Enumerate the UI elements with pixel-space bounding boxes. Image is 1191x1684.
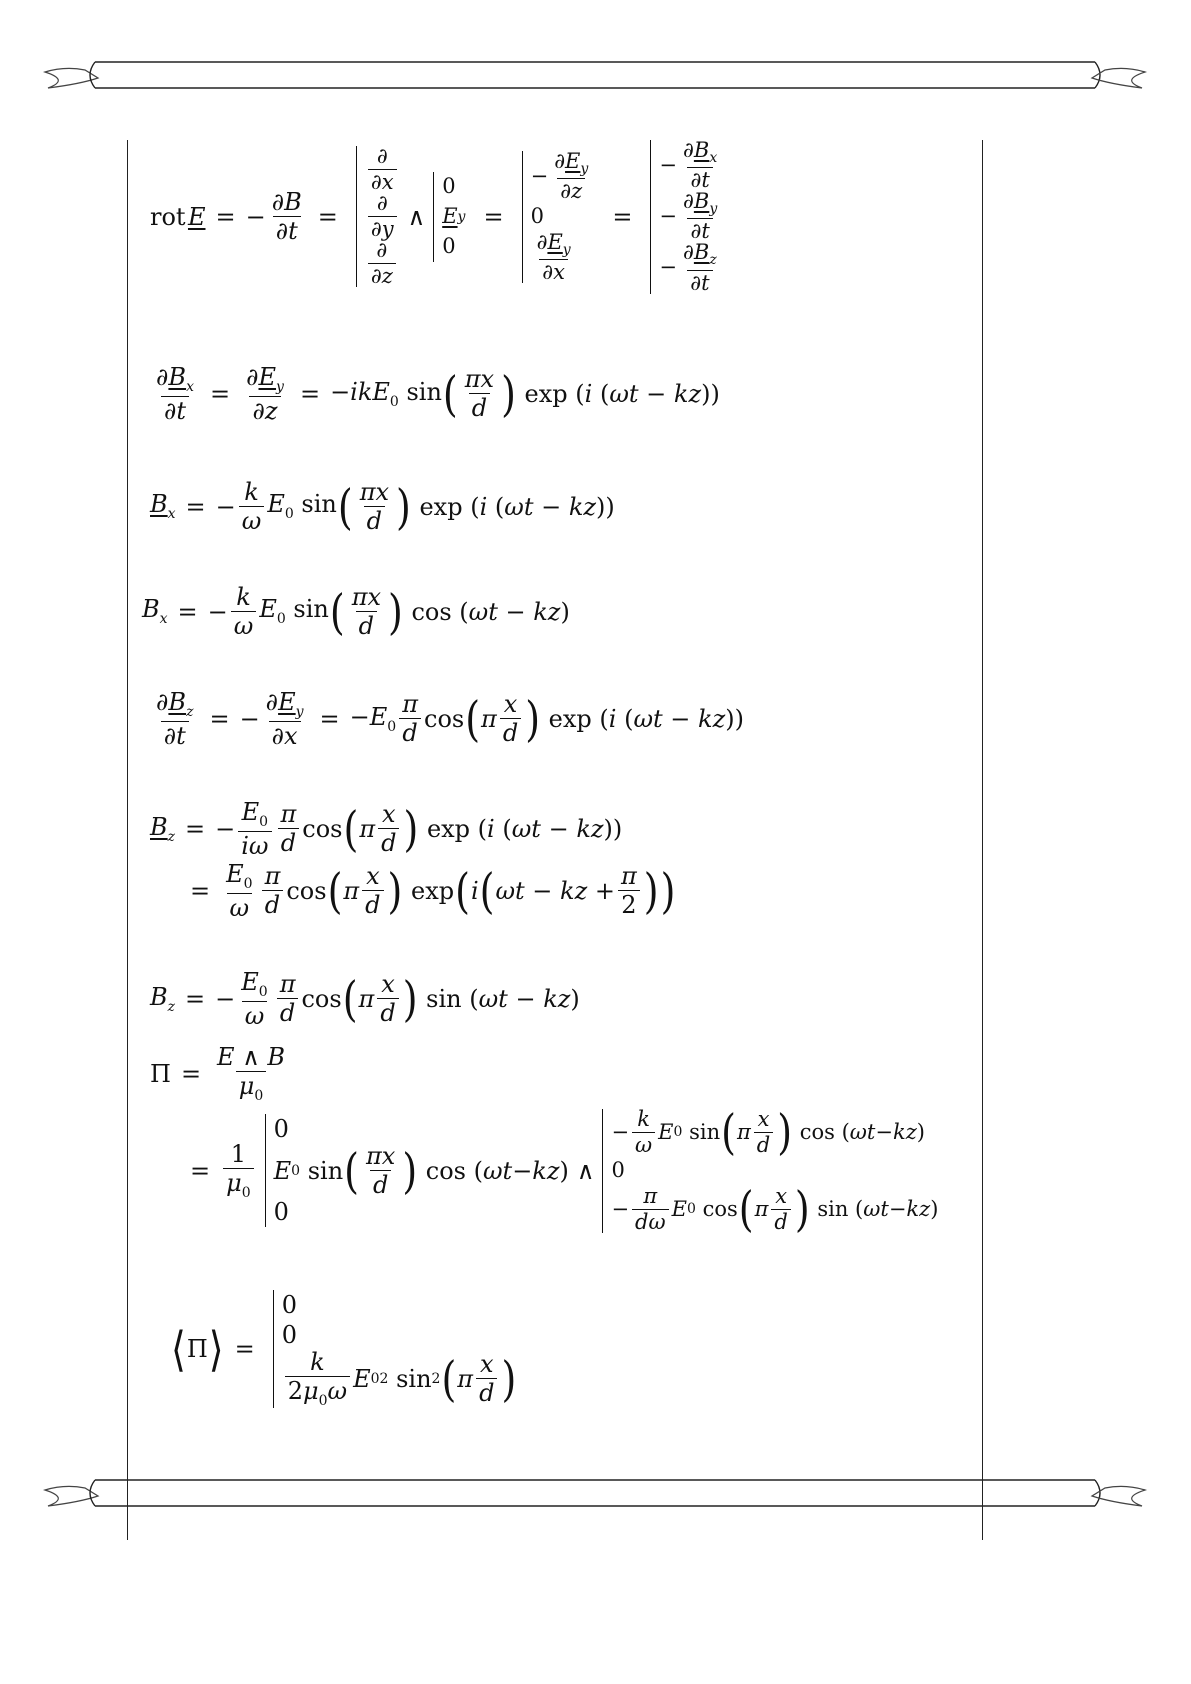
equation-rot-e: rot E = − $\frac{\partial B}{\partial t}$ = $\frac{\partial}{\partial x}$ $\frac{\partial}{\partial y}$ $\frac{\partial}{\partial z}$ ∧ 0 E y 0 = − $\frac{\partial E_y}{\partial z}$ 0 $\frac{\partial E_y}{\partial x}$ = − $\frac{\partial B_x}{\partial t}$ − $\frac{\partial B_y}{\partial t}$ − $\frac{\partial B_z}{\partial t}$ bbox=[150, 140, 731, 294]
equation-bx-complex: $B_x$ = − $\frac{k}{\omega}$ $E_0$ sin ( $\frac{\pi x}{d}$ ) exp (i (ωt − kz)) bbox=[150, 478, 615, 535]
right-frame-line bbox=[982, 140, 983, 1540]
left-frame-line bbox=[127, 140, 128, 1540]
equation-poynting-mean: ⟨ Π ⟩ = 0 0 $\frac{k}{2\mu_0\omega}$ E 0 2 sin 2 ( π $\frac{x}{d}$ ) bbox=[171, 1291, 517, 1409]
equation-dbx-dt: $\frac{\partial B_x}{\partial t}$ = $\frac{\partial E_y}{\partial z}$ = −ikE$_0$ sin ( $\frac{\pi x}{d}$ ) exp (i (ωt − kz)) bbox=[156, 363, 720, 425]
top-scroll-border bbox=[40, 58, 1150, 100]
equation-bz-real: $B_z$ = − $\frac{E_0}{\omega}$ $\frac{\pi}{d}$ cos ( π $\frac{x}{d}$ ) sin (ωt − kz) bbox=[150, 968, 580, 1030]
equation-dbz-dt: $\frac{\partial B_z}{\partial t}$ = − $\frac{\partial E_y}{\partial x}$ = $-E_0$ $\frac{\pi}{d}$ cos ( π $\frac{x}{d}$ ) exp (i (ωt − kz)) bbox=[156, 688, 744, 750]
bottom-scroll-border bbox=[40, 1476, 1150, 1518]
equation-bx-real: $B_x$ = − $\frac{k}{\omega}$ $E_0$ sin ( $\frac{\pi x}{d}$ ) cos (ωt − kz) bbox=[142, 583, 570, 640]
equation-bz-complex: $B_z$ = − $\frac{E_0}{i\omega}$ $\frac{\pi}{d}$ cos ( π $\frac{x}{d}$ ) exp (i (ωt − kz)) = $\frac{E_0}{\omega}$ $\frac{\pi}{d}$ cos ( π $\frac{x}{d}$ ) exp ( i ( ωt − kz + $\frac{\pi}{2}$ ) ) bbox=[150, 798, 676, 922]
equation-poynting: Π = $\frac{E \wedge B}{\mu_0}$ = $\frac{1}{\mu_0}$ 0 E 0 sin ( $\frac{\pi x}{d}$ ) cos ( ωt − kz ) 0 ∧ − $\frac{k}{\omega}$ E 0 sin ( π $\frac{x}{d}$ ) cos ( ωt − kz ) 0 − $\frac{\pi}{d\omega}$ E 0 cos ( π $\frac{x}{d}$ ) sin ( ωt − kz ) bbox=[150, 1043, 939, 1237]
